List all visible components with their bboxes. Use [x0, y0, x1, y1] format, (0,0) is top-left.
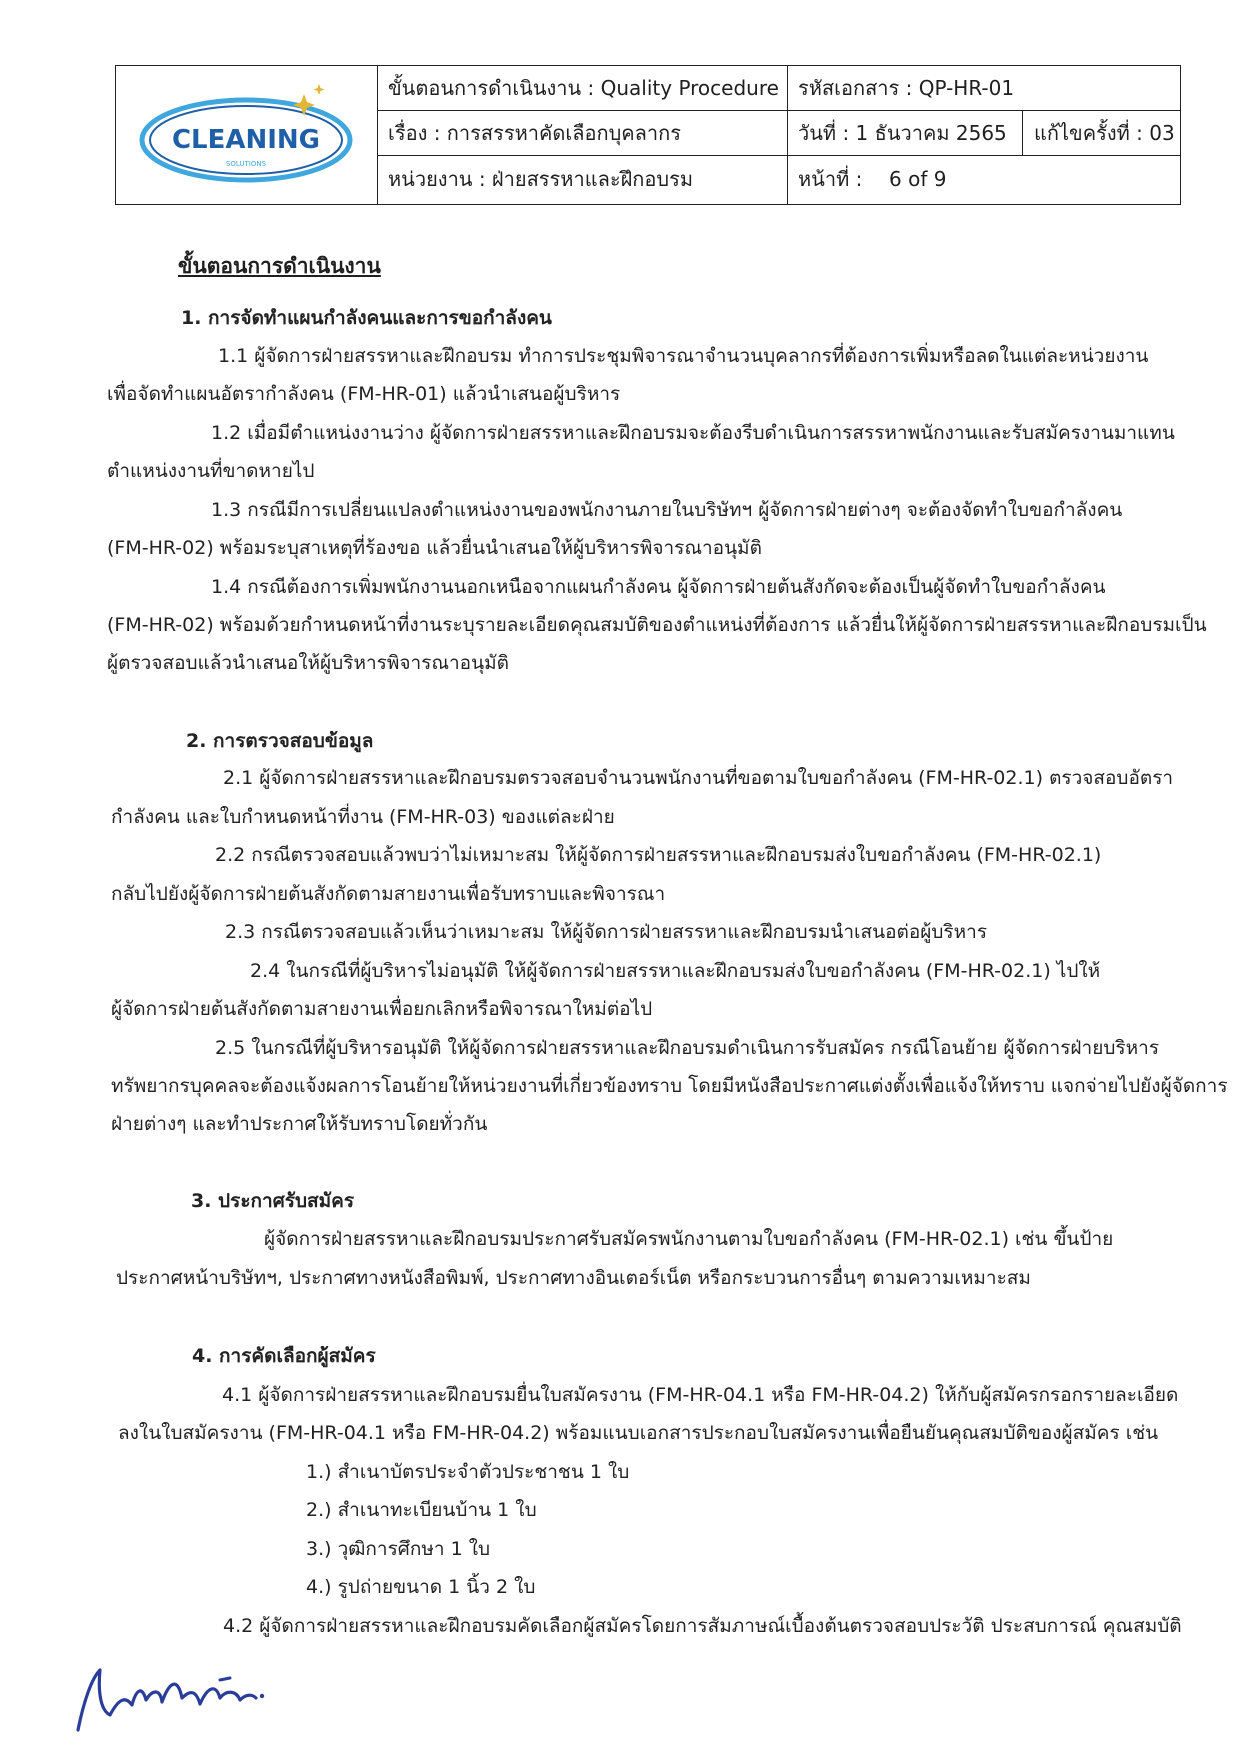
sparkle-icon: [293, 94, 315, 116]
paragraph-2-3: 2.3 กรณีตรวจสอบแล้วเห็นว่าเหมาะสม ให้ผู้จัดการฝ่ายสรรหาและฝึกอบรมนำเสนอต่อผู้บริหาร: [225, 921, 988, 943]
paragraph-4-1-cont: ลงในใบสมัครงาน (FM-HR-04.1 หรือ FM-HR-04.2) พร้อมแนบเอกสารประกอบใบสมัครงานเพื่อยืนยันคุณสมบัติของผู้สมัคร เช่น: [118, 1422, 1159, 1444]
paragraph-1-2-cont: ตำแหน่งงานที่ขาดหายไป: [107, 460, 315, 482]
paragraph-1-2: 1.2 เมื่อมีตำแหน่งงานว่าง ผู้จัดการฝ่ายสรรหาและฝึกอบรมจะต้องรีบดำเนินการสรรหาพนักงานและรับสมัครงานมาแทน: [211, 422, 1175, 444]
page-number: 6 of 9: [889, 167, 947, 191]
page-label: หน้าที่ :: [798, 167, 863, 191]
procedure-title: ขั้นตอนการดำเนินงาน : Quality Procedure: [388, 76, 779, 100]
logo-text: CLEANING: [171, 125, 321, 155]
list-item: 1.) สำเนาบัตรประจำตัวประชาชน 1 ใบ: [306, 1461, 630, 1483]
paragraph-4-2: 4.2 ผู้จัดการฝ่ายสรรหาและฝึกอบรมคัดเลือกผู้สมัครโดยการสัมภาษณ์เบื้องต้นตรวจสอบประวัติ ประสบการณ์ คุณสมบัติ: [223, 1615, 1182, 1637]
paragraph-1-3-cont: (FM-HR-02) พร้อมระบุสาเหตุที่ร้องขอ แล้วยื่นนำเสนอให้ผู้บริหารพิจารณาอนุมัติ: [107, 537, 762, 559]
paragraph-1-1: 1.1 ผู้จัดการฝ่ายสรรหาและฝึกอบรม ทำการประชุมพิจารณาจำนวนบุคลากรที่ต้องการเพิ่มหรือลดในแต่ละหน่วยงาน: [218, 345, 1149, 367]
logo-cell: [116, 66, 378, 204]
signature: [70, 1660, 290, 1740]
document-header-table: [115, 65, 1181, 205]
paragraph-1-4: 1.4 กรณีต้องการเพิ่มพนักงานนอกเหนือจากแผนกำลังคน ผู้จัดการฝ่ายต้นสังกัดจะต้องเป็นผู้จัดทำใบขอกำลังคน: [211, 576, 1106, 598]
page-title: ขั้นตอนการดำเนินงาน: [178, 254, 381, 278]
paragraph-2-1-cont: กำลังคน และใบกำหนดหน้าที่งาน (FM-HR-03) ของแต่ละฝ่าย: [111, 806, 615, 828]
paragraph-2-5-cont2: ฝ่ายต่างๆ และทำประกาศให้รับทราบโดยทั่วกัน: [111, 1113, 488, 1135]
sparkle-small-icon: [314, 84, 325, 95]
section-3-heading: 3. ประกาศรับสมัคร: [191, 1190, 355, 1212]
section-2-heading: 2. การตรวจสอบข้อมูล: [186, 730, 374, 752]
header-row-divider: [377, 110, 1180, 111]
paragraph-3: ผู้จัดการฝ่ายสรรหาและฝึกอบรมประกาศรับสมัครพนักงานตามใบขอกำลังคน (FM-HR-02.1) เช่น ขึ้นป้าย: [264, 1228, 1114, 1250]
paragraph-1-4-cont: (FM-HR-02) พร้อมด้วยกำหนดหน้าที่งานระบุรายละเอียดคุณสมบัติของตำแหน่งที่ต้องการ แล้วยื่นให้ผู้จัดการฝ่ายสรรหาและฝึกอบรมเป็น: [107, 614, 1207, 636]
header-col-divider: [787, 66, 788, 204]
paragraph-2-4-cont: ผู้จัดการฝ่ายต้นสังกัดตามสายงานเพื่อยกเลิกหรือพิจารณาใหม่ต่อไป: [111, 998, 653, 1020]
list-item: 3.) วุฒิการศึกษา 1 ใบ: [306, 1538, 491, 1560]
paragraph-1-4-cont2: ผู้ตรวจสอบแล้วนำเสนอให้ผู้บริหารพิจารณาอนุมัติ: [107, 652, 509, 674]
section-1-heading: 1. การจัดทำแผนกำลังคนและการขอกำลังคน: [181, 307, 552, 329]
paragraph-2-1: 2.1 ผู้จัดการฝ่ายสรรหาและฝึกอบรมตรวจสอบจำนวนพนักงานที่ขอตามใบขอกำลังคน (FM-HR-02.1) ตรวจสอบอัตรา: [223, 767, 1174, 789]
header-row-divider: [377, 155, 1180, 156]
department: หน่วยงาน : ฝ่ายสรรหาและฝึกอบรม: [388, 167, 694, 191]
paragraph-1-1-cont: เพื่อจัดทำแผนอัตรากำลังคน (FM-HR-01) แล้วนำเสนอผู้บริหาร: [107, 383, 621, 405]
paragraph-4-1: 4.1 ผู้จัดการฝ่ายสรรหาและฝึกอบรมยื่นใบสมัครงาน (FM-HR-04.1 หรือ FM-HR-04.2) ให้กับผู้สมัครกรอกรายละเอียด: [222, 1384, 1179, 1406]
paragraph-2-4: 2.4 ในกรณีที่ผู้บริหารไม่อนุมัติ ให้ผู้จัดการฝ่ายสรรหาและฝึกอบรมส่งใบขอกำลังคน (FM-HR-02.1) ไปให้: [250, 960, 1101, 982]
document-subject: เรื่อง : การสรรหาคัดเลือกบุคลากร: [388, 121, 681, 145]
logo-subtext: SOLUTIONS: [225, 160, 267, 168]
paragraph-1-3: 1.3 กรณีมีการเปลี่ยนแปลงตำแหน่งงานของพนักงานภายในบริษัทฯ ผู้จัดการฝ่ายต่างๆ จะต้องจัดทำใบขอกำลังคน: [211, 499, 1123, 521]
effective-date: วันที่ : 1 ธันวาคม 2565: [798, 121, 1007, 145]
paragraph-2-2: 2.2 กรณีตรวจสอบแล้วพบว่าไม่เหมาะสม ให้ผู้จัดการฝ่ายสรรหาและฝึกอบรมส่งใบขอกำลังคน (FM-HR-02.1): [215, 844, 1102, 866]
document-code: รหัสเอกสาร : QP-HR-01: [798, 76, 1015, 100]
paragraph-2-2-cont: กลับไปยังผู้จัดการฝ่ายต้นสังกัดตามสายงานเพื่อรับทราบและพิจารณา: [111, 883, 666, 905]
paragraph-2-5: 2.5 ในกรณีที่ผู้บริหารอนุมัติ ให้ผู้จัดการฝ่ายสรรหาและฝึกอบรมดำเนินการรับสมัคร กรณีโอนย้าย ผู้จัดการฝ่ายบริหาร: [215, 1037, 1160, 1059]
list-item: 4.) รูปถ่ายขนาด 1 นิ้ว 2 ใบ: [306, 1576, 536, 1598]
header-col-divider: [1022, 110, 1023, 155]
section-4-heading: 4. การคัดเลือกผู้สมัคร: [192, 1345, 376, 1367]
paragraph-2-5-cont: ทรัพยากรบุคคลจะต้องแจ้งผลการโอนย้ายให้หน่วยงานที่เกี่ยวข้องทราบ โดยมีหนังสือประกาศแต่งตั้งเพื่อแจ้งให้ทราบ แจกจ่ายไปยังผู้จัดการ: [111, 1075, 1228, 1097]
list-item: 2.) สำเนาทะเบียนบ้าน 1 ใบ: [306, 1499, 537, 1521]
paragraph-3-cont: ประกาศหน้าบริษัทฯ, ประกาศทางหนังสือพิมพ์, ประกาศทางอินเตอร์เน็ต หรือกระบวนการอื่นๆ ตามความเหมาะสม: [116, 1267, 1031, 1289]
revision-number: แก้ไขครั้งที่ : 03: [1034, 121, 1175, 145]
company-logo: [134, 80, 359, 192]
